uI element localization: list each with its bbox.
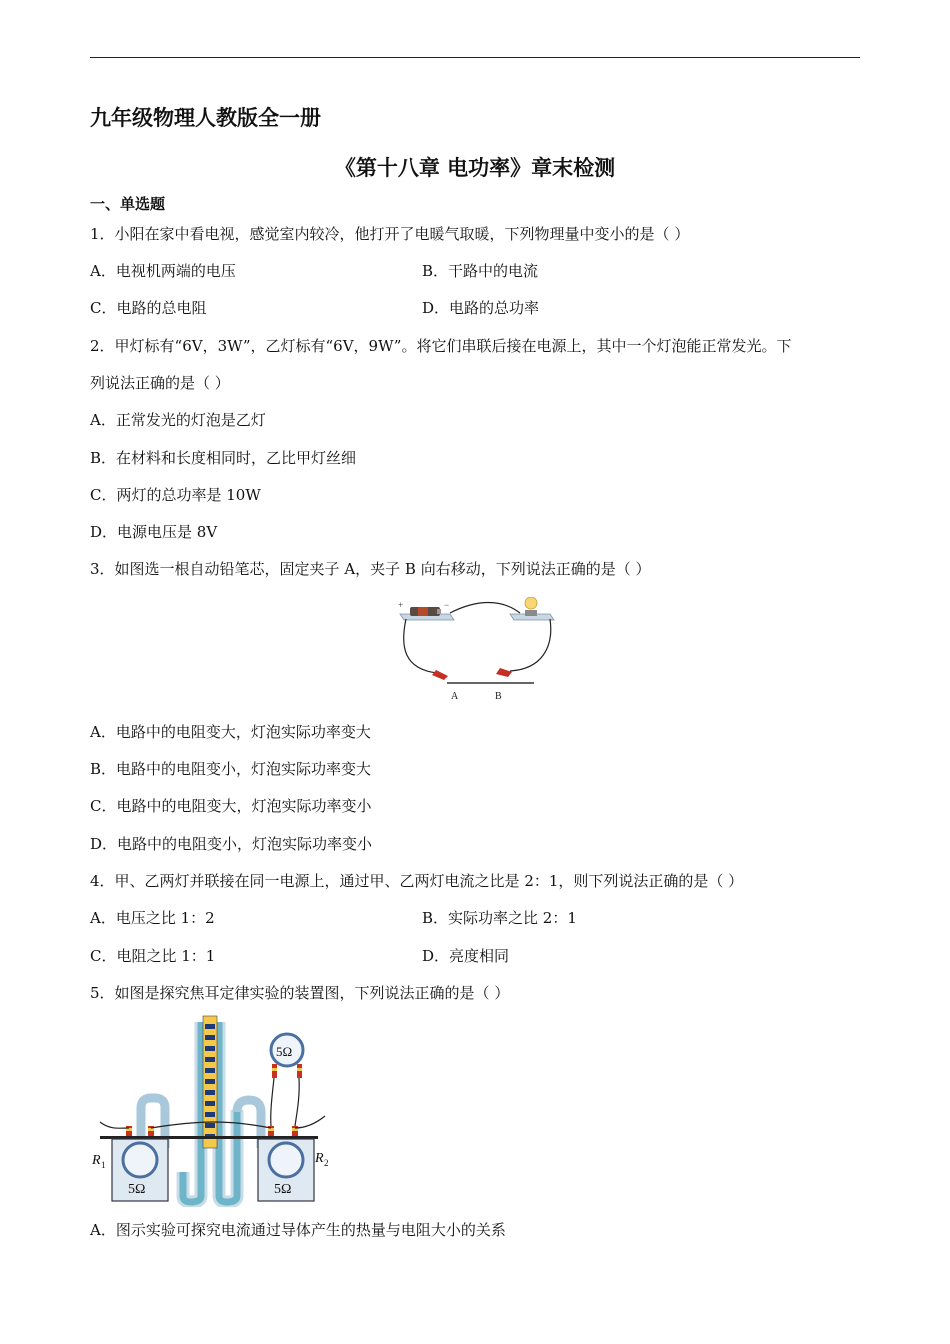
- right-resistor-label: 5Ω: [274, 1182, 292, 1197]
- clip-a-label: A: [451, 691, 459, 702]
- external-resistor-label: 5Ω: [276, 1044, 293, 1059]
- question-3-option-c: C．电路中的电阻变大，灯泡实际功率变小: [90, 797, 372, 815]
- question-3-circuit-figure: [392, 597, 557, 707]
- question-2-option-a: A．正常发光的灯泡是乙灯: [90, 411, 266, 429]
- question-2-stem-line2: 列说法正确的是（ ）: [90, 374, 230, 392]
- question-5-joule-apparatus-figure: [90, 1012, 340, 1207]
- light-bulb-icon: [525, 597, 537, 609]
- right-wire: [510, 619, 551, 671]
- question-4-stem: 4．甲、乙两灯并联接在同一电源上，通过甲、乙两灯电流之比是 2：1，则下列说法正确的是（ ）: [90, 872, 744, 890]
- question-2-stem-line1: 2．甲灯标有“6V，3W”，乙灯标有“6V，9W”。将它们串联后接在电源上，其中一个灯泡能正常发光。下: [90, 337, 792, 355]
- r1-subscript: 1: [101, 1160, 106, 1170]
- left-resistor-coil: [123, 1143, 157, 1177]
- battery-minus-label: −: [444, 600, 450, 610]
- question-5-option-a: A．图示实验可探究电流通过导体产生的热量与电阻大小的关系: [90, 1221, 506, 1239]
- clip-b-icon: [496, 668, 512, 677]
- left-resistor-label: 5Ω: [128, 1182, 146, 1197]
- question-3-option-a: A．电路中的电阻变大，灯泡实际功率变大: [90, 723, 371, 741]
- battery-band: [418, 607, 428, 616]
- question-5-stem: 5．如图是探究焦耳定律实验的装置图，下列说法正确的是（ ）: [90, 984, 510, 1002]
- question-2-option-d: D．电源电压是 8V: [90, 523, 218, 541]
- clip-b-label: B: [495, 691, 502, 702]
- left-wire: [404, 619, 437, 673]
- question-3-option-b: B．电路中的电阻变小，灯泡实际功率变大: [90, 760, 372, 778]
- question-1-stem: 1．小阳在家中看电视，感觉室内较冷，他打开了电暖气取暖，下列物理量中变小的是（ ）: [90, 225, 690, 243]
- document-title: 《第十八章 电功率》章末检测: [334, 156, 616, 180]
- battery-plus-label: +: [398, 600, 404, 610]
- question-4-option-c: C．电阻之比 1：1: [90, 947, 216, 965]
- question-1-option-a: A．电视机两端的电压: [90, 262, 236, 280]
- question-2-option-b: B．在材料和长度相同时，乙比甲灯丝细: [90, 449, 357, 467]
- bulb-socket: [525, 610, 537, 616]
- r2-label: R: [315, 1151, 324, 1166]
- top-wire: [450, 603, 520, 614]
- question-4-option-a: A．电压之比 1：2: [90, 909, 215, 927]
- question-1-option-b: B．干路中的电流: [422, 262, 539, 280]
- clip-a-icon: [432, 670, 448, 680]
- question-2-option-c: C．两灯的总功率是 10W: [90, 486, 261, 504]
- question-4-option-d: D．亮度相同: [422, 947, 510, 965]
- header-rule: [90, 57, 860, 58]
- right-resistor-coil: [269, 1143, 303, 1177]
- question-4-option-b: B．实际功率之比 2：1: [422, 909, 577, 927]
- section-heading: 一、单选题: [90, 195, 166, 213]
- r1-label: R: [92, 1153, 101, 1168]
- question-3-option-d: D．电路中的电阻变小，灯泡实际功率变小: [90, 835, 373, 853]
- question-3-stem: 3．如图选一根自动铅笔芯，固定夹子 A，夹子 B 向右移动，下列说法正确的是（ ）: [90, 560, 651, 578]
- document-subtitle: 九年级物理人教版全一册: [90, 106, 321, 130]
- question-1-option-c: C．电路的总电阻: [90, 299, 207, 317]
- r2-subscript: 2: [324, 1158, 329, 1168]
- question-1-option-d: D．电路的总功率: [422, 299, 540, 317]
